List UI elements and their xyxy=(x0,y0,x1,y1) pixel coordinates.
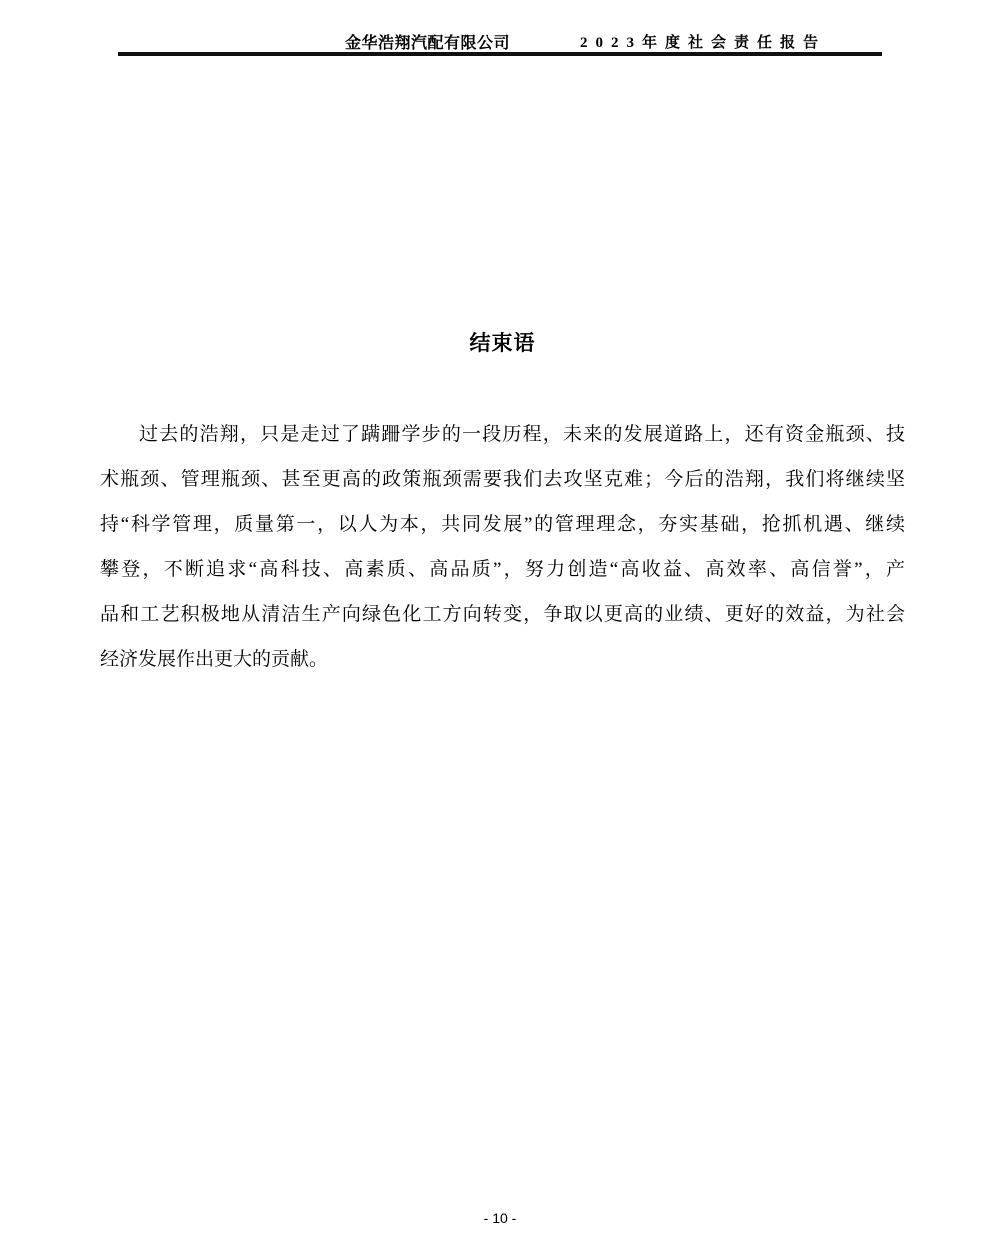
page-number: - 10 - xyxy=(483,1210,517,1226)
paragraph-line-3: 持“科学管理，质量第一，以人为本，共同发展”的管理理念，夯实基础，抢抓机遇、继续 xyxy=(100,514,905,535)
header-report-title: 2023年度社会责任报告 xyxy=(580,35,827,51)
page-footer xyxy=(0,1210,1000,1226)
body-paragraph xyxy=(100,412,905,682)
paragraph-line-1: 过去的浩翔，只是走过了蹒跚学步的一段历程，未来的发展道路上，还有资金瓶颈、技 xyxy=(139,424,905,445)
paragraph-line-2: 术瓶颈、管理瓶颈、甚至更高的政策瓶颈需要我们去攻坚克难；今后的浩翔，我们将继续坚 xyxy=(100,469,905,490)
page-header xyxy=(0,0,1000,70)
paragraph-line-4: 攀登，不断追求“高科技、高素质、高品质”，努力创造“高收益、高效率、高信誉”，产 xyxy=(100,559,905,580)
section-title: 结束语 xyxy=(469,331,536,355)
paragraph-line-5: 品和工艺积极地从清洁生产向绿色化工方向转变，争取以更高的业绩、更好的效益，为社会 xyxy=(100,604,905,625)
header-company-name: 金华浩翔汽配有限公司 xyxy=(345,35,511,52)
header-double-rule xyxy=(118,52,882,56)
paragraph-line-6: 经济发展作出更大的贡献。 xyxy=(100,649,329,670)
